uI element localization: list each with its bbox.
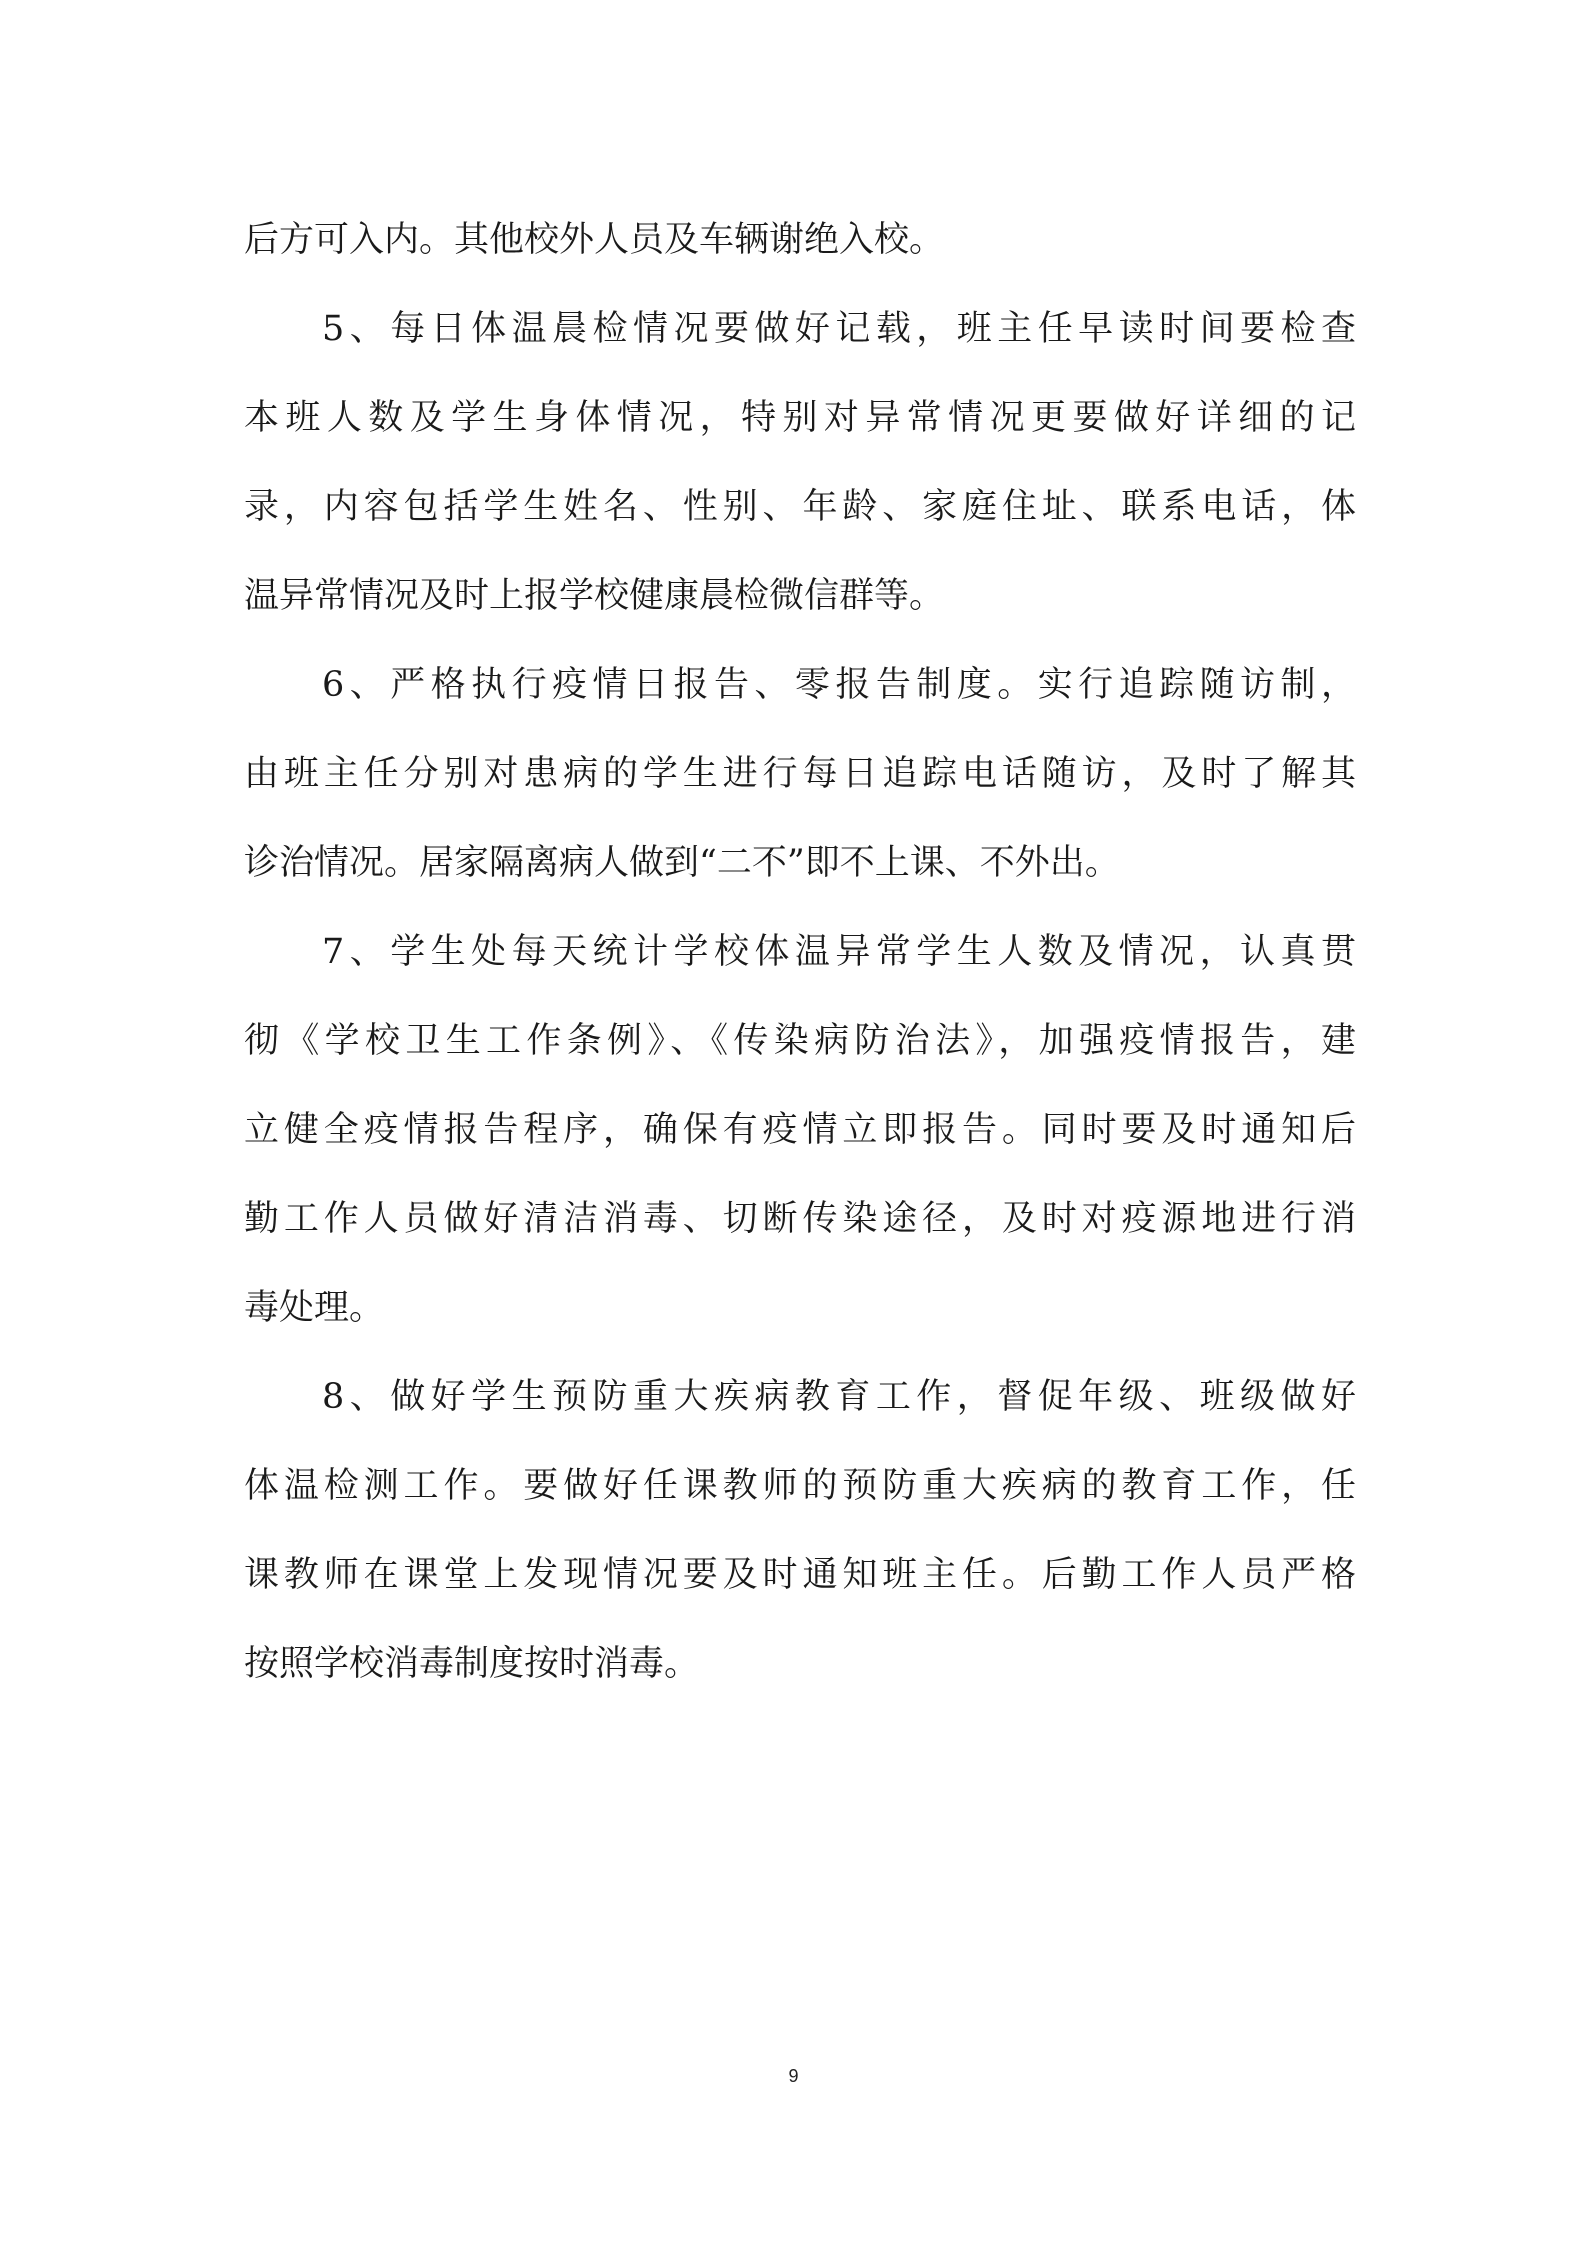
text-line: 立健全疫情报告程序，确保有疫情立即报告。同时要及时通知后 <box>244 1110 1356 1150</box>
page-number: 9 <box>788 2066 799 2086</box>
text-line: 勤工作人员做好清洁消毒、切断传染途径，及时对疫源地进行消 <box>244 1199 1356 1239</box>
text-line: 按照学校消毒制度按时消毒。 <box>244 1644 700 1684</box>
text-line: 5、每日体温晨检情况要做好记载，班主任早读时间要检查 <box>322 309 1356 349</box>
text-line: 由班主任分别对患病的学生进行每日追踪电话随访，及时了解其 <box>244 754 1356 794</box>
text-line: 温异常情况及时上报学校健康晨检微信群等。 <box>244 576 945 616</box>
text-line: 8、做好学生预防重大疾病教育工作，督促年级、班级做好 <box>322 1377 1356 1417</box>
text-line: 毒处理。 <box>244 1288 385 1328</box>
body-text <box>244 196 1356 1709</box>
text-line: 诊治情况。居家隔离病人做到“二不”即不上课、不外出。 <box>244 843 1120 883</box>
text-line: 后方可入内。其他校外人员及车辆谢绝入校。 <box>244 220 945 260</box>
text-line: 彻《学校卫生工作条例》、《传染病防治法》，加强疫情报告，建 <box>244 1021 1356 1061</box>
text-line: 6、严格执行疫情日报告、零报告制度。实行追踪随访制， <box>322 665 1356 705</box>
text-line: 体温检测工作。要做好任课教师的预防重大疾病的教育工作，任 <box>244 1466 1356 1506</box>
text-line: 7、学生处每天统计学校体温异常学生人数及情况，认真贯 <box>322 932 1356 972</box>
text-line: 录，内容包括学生姓名、性别、年龄、家庭住址、联系电话，体 <box>244 487 1356 527</box>
text-line: 课教师在课堂上发现情况要及时通知班主任。后勤工作人员严格 <box>244 1555 1356 1595</box>
text-line: 本班人数及学生身体情况，特别对异常情况更要做好详细的记 <box>244 398 1356 438</box>
